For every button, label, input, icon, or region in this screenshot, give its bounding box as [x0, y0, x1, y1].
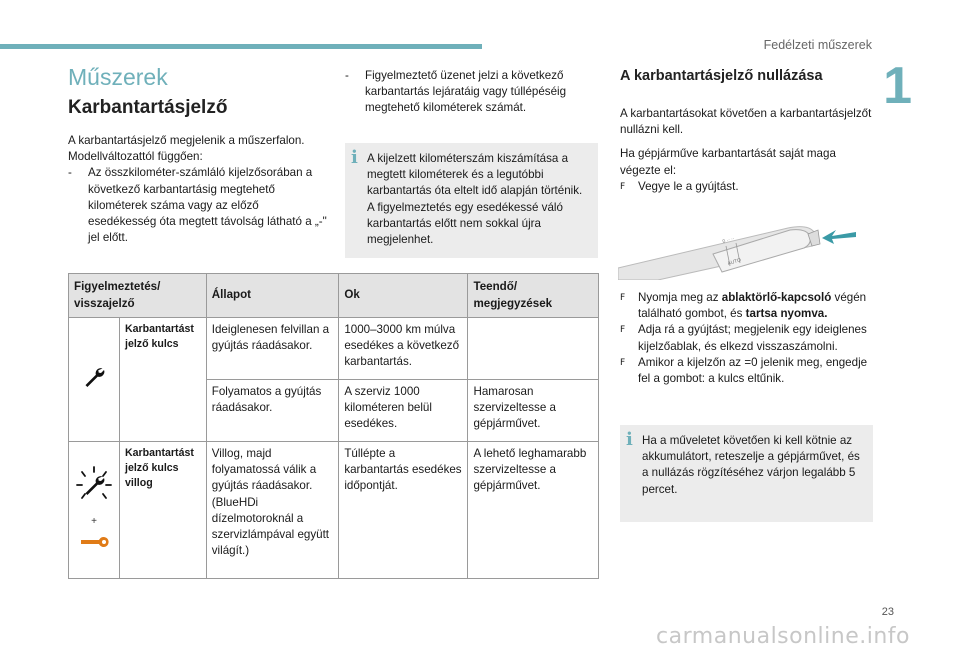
icon-cell [69, 442, 120, 579]
page-title: Karbantartásjelző [68, 97, 228, 118]
info-box-battery [620, 425, 873, 522]
wiper-stalk-illustration [618, 210, 878, 280]
intro-line-2: Modellváltozattól függően: [68, 150, 203, 164]
dash-marker: - [68, 166, 72, 180]
info-text: A kijelzett kilométerszám kiszámítása a megtett kilométerek és a legutóbbi karbantartás óta eltelt idő alapján történik. A figyelmeztetés egy esedékessé váló karbantartás előtt nem sokkal újra megjelenhet. [367, 152, 583, 247]
step-bullet: F [620, 293, 626, 303]
reset-intro [620, 106, 876, 195]
table-row [69, 442, 599, 579]
reset-paragraph-1: A karbantartásokat követően a karbantartásjelzőt nullázni kell. [620, 107, 872, 137]
dash-item-1 [68, 165, 330, 246]
intro-text [68, 133, 330, 246]
info-icon: i [351, 147, 358, 168]
icon-cell [69, 318, 120, 442]
table-header: Ok [339, 274, 468, 318]
table-cell: A lehető leghamarabb szervizeltesse a gépjárművet. [468, 442, 599, 579]
table-cell: Túllépte a karbantartás esedékes időpontját. [339, 442, 468, 579]
table-cell [468, 318, 599, 380]
state-label: Karbantartást jelző kulcs [120, 318, 207, 442]
table-row [69, 318, 599, 380]
step-item [620, 179, 876, 195]
svg-text:0 ·· ··: 0 ·· ·· [721, 235, 736, 245]
step-text: Vegye le a gyújtást. [638, 179, 739, 193]
chapter-number: 1 [883, 57, 912, 115]
page-number: 23 [881, 606, 894, 618]
table-header: Állapot [206, 274, 339, 318]
step-item [620, 290, 876, 322]
maintenance-table [68, 273, 599, 579]
table-header: Teendő/ megjegyzések [468, 274, 599, 318]
info-box-calculation [345, 143, 598, 258]
table-cell: A szerviz 1000 kilométeren belül esedékes. [339, 380, 468, 442]
running-header: Fedélzeti műszerek [763, 38, 872, 52]
table-header-row [69, 274, 599, 318]
orange-wrench-icon [79, 534, 109, 550]
info-icon: i [626, 429, 633, 450]
step-item [620, 322, 876, 354]
table-cell: Folyamatos a gyújtás ráadásakor. [206, 380, 339, 442]
step-text: Amikor a kijelzőn az =0 jelenik meg, engedje fel a gombot: a kulcs eltűnik. [638, 355, 868, 386]
reset-paragraph-2: Ha gépjárműve karbantartását saját maga végezte el: [620, 147, 836, 177]
intro-line-1: A karbantartásjelző megjelenik a műszerfalon. [68, 134, 305, 147]
flashing-wrench-icon [74, 465, 114, 505]
table-cell: 1000–3000 km múlva esedékes a következő karbantartás. [339, 318, 468, 380]
dash-item-text: Figyelmeztető üzenet jelzi a következő karbantartás lejáratáig vagy túllépéséig megtehető kilométerek számát. [365, 69, 567, 115]
dash-item-text: Az összkilométer-számláló kijelzősorában a következő karbantartásig megtehető kilométerek száma vagy az előző esedékesség óta megtett távolság látható a „-" jel előtt. [88, 166, 327, 245]
table-cell: Ideiglenesen felvillan a gyújtás ráadásakor. [206, 318, 339, 380]
step-item [620, 355, 876, 387]
table-cell: Villog, majd folyamatossá válik a gyújtás ráadásakor. (BlueHDi dízelmotoroknál a szervizlámpával együtt világít.) [206, 442, 339, 579]
plus-sign: + [91, 515, 97, 527]
reset-steps [620, 290, 876, 387]
step-bullet: F [620, 181, 626, 192]
stalk-label: AUTO [726, 257, 742, 267]
dash-marker: - [345, 69, 349, 82]
table-header: Figyelmeztetés/ visszajelző [69, 274, 207, 318]
wrench-icon [82, 365, 106, 389]
table-cell: Hamarosan szervizeltesse a gépjárművet. [468, 380, 599, 442]
state-label: Karbantartást jelző kulcs villog [120, 442, 207, 579]
step-bullet: F [620, 357, 626, 368]
step-bullet: F [620, 325, 626, 336]
reset-title: A karbantartásjelző nullázása [620, 68, 823, 84]
section-title: Műszerek [68, 64, 168, 90]
continued-text [345, 68, 595, 117]
info-text: Ha a műveletet követően ki kell kötnie az akkumulátort, reteszelje a gépjárművet, és a nullázás rögzítéséhez várjon legalább 5 percet. [642, 434, 860, 496]
top-accent-bar [0, 44, 482, 49]
step-text: Adja rá a gyújtást; megjelenik egy ideiglenes kijelzőablak, és elkezd visszaszámolni. [638, 323, 867, 353]
watermark: carmanualsonline.info [656, 624, 910, 649]
dash-item-2 [345, 68, 595, 117]
step-text: Nyomja meg az ablaktörlő-kapcsoló végén található gombot, és tartsa nyomva. [638, 291, 867, 321]
